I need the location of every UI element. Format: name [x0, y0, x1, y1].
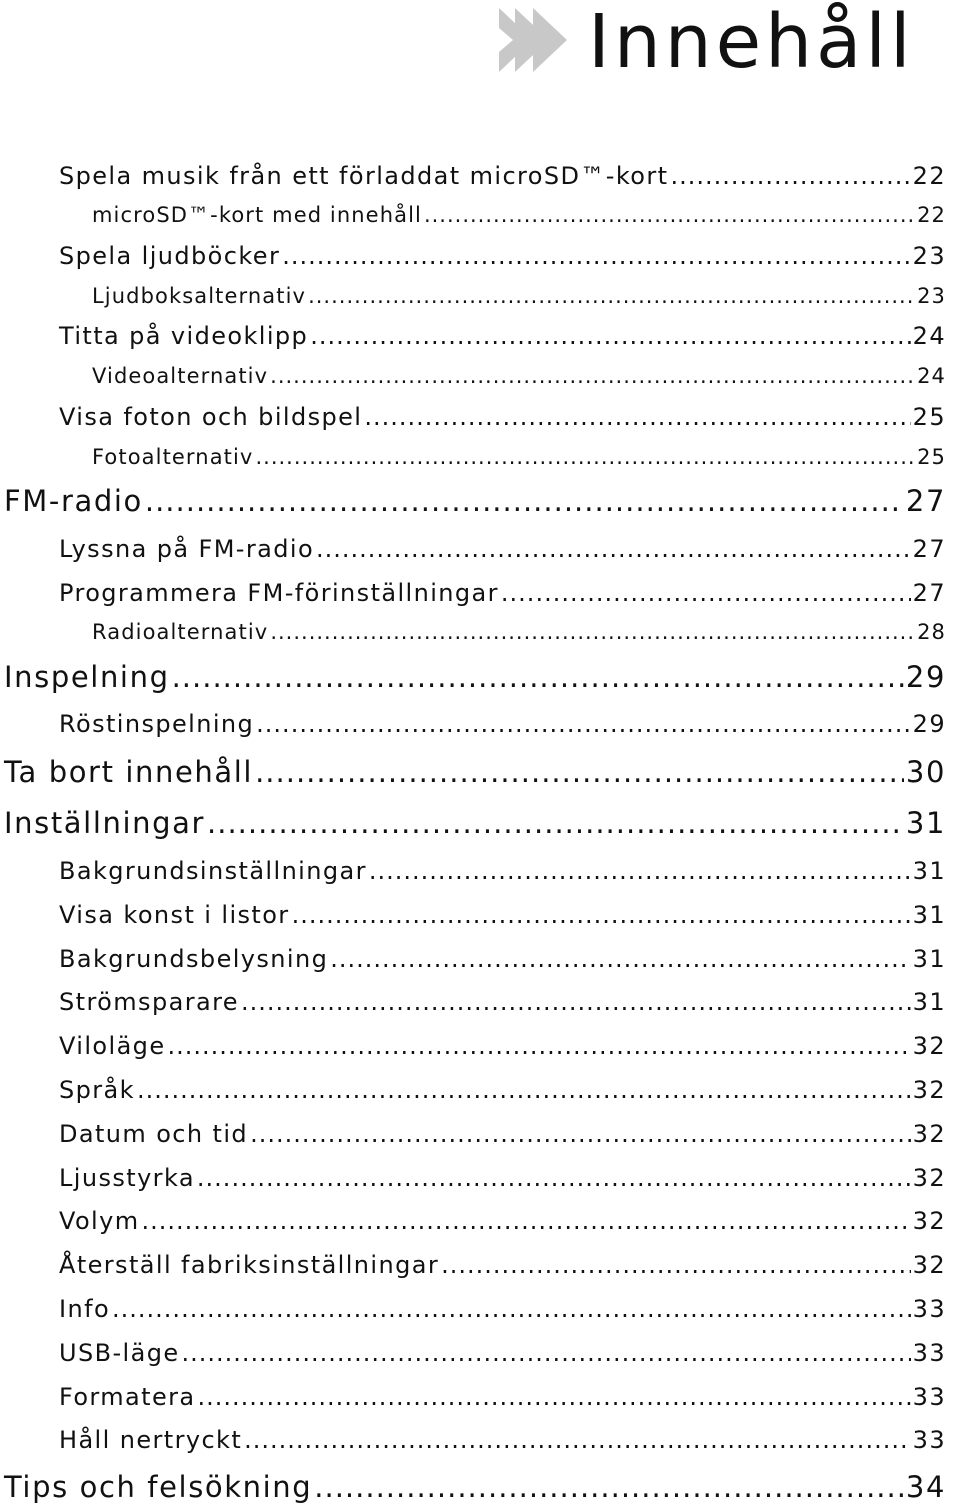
- toc-entry[interactable]: [59, 535, 946, 563]
- toc-entry[interactable]: [92, 445, 946, 469]
- toc-entry-label: Spela musik från ett förladdat microSD™-kort: [59, 162, 669, 190]
- toc-entry-label: Ljusstyrka: [59, 1164, 195, 1192]
- toc-entry[interactable]: [59, 901, 946, 929]
- toc-entry[interactable]: [59, 1076, 946, 1104]
- toc-entry[interactable]: [59, 162, 946, 190]
- dot-leader: [197, 1164, 911, 1192]
- toc-entry-label: Tips och felsökning: [4, 1470, 313, 1504]
- toc-entry-label: Röstinspelning: [59, 710, 255, 738]
- dot-leader: [168, 1032, 911, 1060]
- dot-leader: [255, 445, 915, 469]
- toc-entry-label: Ljudboksalternativ: [92, 284, 307, 308]
- toc-page-number: 33: [912, 1383, 946, 1411]
- toc-entry[interactable]: [92, 364, 946, 388]
- toc-entry[interactable]: [59, 857, 946, 885]
- toc-page-number: 34: [905, 1470, 946, 1504]
- toc-entry-label: Lyssna på FM-radio: [59, 535, 315, 563]
- dot-leader: [256, 710, 910, 738]
- dot-leader: [314, 1470, 904, 1504]
- toc-page-number: 27: [912, 579, 946, 607]
- dot-leader: [369, 857, 911, 885]
- toc-entry-label: Volym: [59, 1207, 140, 1235]
- toc-page-number: 31: [912, 857, 946, 885]
- dot-leader: [207, 806, 904, 840]
- toc-entry-label: Programmera FM-förinställningar: [59, 579, 499, 607]
- toc-page-number: 32: [912, 1164, 946, 1192]
- toc-entry-label: Återställ fabriksinställningar: [59, 1251, 440, 1279]
- dot-leader: [441, 1251, 911, 1279]
- toc-entry-label: Datum och tid: [59, 1120, 249, 1148]
- page-header: [0, 0, 960, 96]
- toc-entry-label: Inspelning: [4, 660, 170, 694]
- toc-entry[interactable]: [59, 1207, 946, 1235]
- dot-leader: [330, 945, 910, 973]
- page-title: Innehåll: [588, 0, 915, 85]
- toc-entry-label: Strömsparare: [59, 988, 239, 1016]
- toc-page-number: 24: [917, 364, 946, 388]
- dot-leader: [316, 535, 911, 563]
- toc-entry[interactable]: [4, 806, 946, 840]
- dot-leader: [241, 988, 911, 1016]
- toc-page-number: 22: [912, 162, 946, 190]
- toc-page-number: 32: [912, 1251, 946, 1279]
- toc-entry-label: Språk: [59, 1076, 135, 1104]
- toc-entry[interactable]: [92, 203, 946, 227]
- toc-page-number: 31: [905, 806, 946, 840]
- toc-page-number: 33: [912, 1339, 946, 1367]
- toc-entry[interactable]: [59, 322, 946, 350]
- toc-entry[interactable]: [59, 1339, 946, 1367]
- toc-page-number: 29: [912, 710, 946, 738]
- toc-entry-label: Videoalternativ: [92, 364, 269, 388]
- toc-page-number: 30: [905, 755, 946, 789]
- toc-entry-label: Håll nertryckt: [59, 1426, 243, 1454]
- toc-page-number: 27: [912, 535, 946, 563]
- dot-leader: [270, 620, 915, 644]
- dot-leader: [172, 660, 904, 694]
- toc-entry-label: Radioalternativ: [92, 620, 269, 644]
- dot-leader: [137, 1076, 911, 1104]
- toc-page-number: 32: [912, 1120, 946, 1148]
- dot-leader: [145, 484, 904, 518]
- toc-entry-label: Fotoalternativ: [92, 445, 254, 469]
- toc-entry[interactable]: [59, 1251, 946, 1279]
- toc-page-number: 25: [912, 403, 946, 431]
- toc-entry[interactable]: [59, 1120, 946, 1148]
- dot-leader: [112, 1295, 911, 1323]
- toc-entry[interactable]: [59, 1032, 946, 1060]
- dot-leader: [182, 1339, 911, 1367]
- toc-entry[interactable]: [59, 1164, 946, 1192]
- toc-entry-label: Formatera: [59, 1383, 196, 1411]
- toc-entry-label: Viloläge: [59, 1032, 166, 1060]
- toc-page-number: 33: [912, 1426, 946, 1454]
- dot-leader: [364, 403, 910, 431]
- dot-leader: [282, 242, 910, 270]
- toc-entry-label: Bakgrundsinställningar: [59, 857, 367, 885]
- toc-entry[interactable]: [4, 755, 946, 789]
- dot-leader: [142, 1207, 911, 1235]
- toc-entry[interactable]: [4, 484, 946, 518]
- toc-page-number: 23: [917, 284, 946, 308]
- toc-page-number: 27: [905, 484, 946, 518]
- dot-leader: [250, 1120, 911, 1148]
- toc-page-number: 33: [912, 1295, 946, 1323]
- toc-entry[interactable]: [92, 284, 946, 308]
- toc-entry-label: Spela ljudböcker: [59, 242, 281, 270]
- toc-entry[interactable]: [59, 988, 946, 1016]
- toc-entry-label: Titta på videoklipp: [59, 322, 309, 350]
- toc-entry[interactable]: [59, 242, 946, 270]
- toc-entry[interactable]: [4, 1470, 946, 1504]
- toc-entry-label: USB-läge: [59, 1339, 180, 1367]
- toc-page-number: 22: [917, 203, 946, 227]
- toc-entry[interactable]: [59, 1295, 946, 1323]
- toc-entry[interactable]: [4, 660, 946, 694]
- toc-entry[interactable]: [59, 945, 946, 973]
- toc-page-number: 31: [912, 988, 946, 1016]
- toc-entry-label: Ta bort innehåll: [4, 755, 254, 789]
- toc-page-number: 23: [912, 242, 946, 270]
- toc-entry[interactable]: [59, 1426, 946, 1454]
- toc-page-number: 32: [912, 1076, 946, 1104]
- toc-entry[interactable]: [92, 620, 946, 644]
- dot-leader: [501, 579, 911, 607]
- toc-page-number: 29: [905, 660, 946, 694]
- toc-entry[interactable]: [59, 1383, 946, 1411]
- toc-page-number: 31: [912, 901, 946, 929]
- toc-entry-label: Visa konst i listor: [59, 901, 290, 929]
- toc-page-number: 32: [912, 1207, 946, 1235]
- dot-leader: [292, 901, 911, 929]
- double-chevron-right-icon: [499, 8, 573, 72]
- dot-leader: [244, 1426, 911, 1454]
- toc-entry-label: Info: [59, 1295, 111, 1323]
- toc-entry-label: microSD™-kort med innehåll: [92, 203, 422, 227]
- toc-page-number: 25: [917, 445, 946, 469]
- toc-page-number: 28: [917, 620, 946, 644]
- toc-entry-label: Visa foton och bildspel: [59, 403, 363, 431]
- toc-entry[interactable]: [59, 710, 946, 738]
- toc-entry-label: Inställningar: [4, 806, 206, 840]
- dot-leader: [310, 322, 910, 350]
- dot-leader: [308, 284, 915, 308]
- toc-entry-label: Bakgrundsbelysning: [59, 945, 329, 973]
- dot-leader: [424, 203, 915, 227]
- toc-entry[interactable]: [59, 403, 946, 431]
- toc-entry[interactable]: [59, 579, 946, 607]
- toc-page-number: 24: [912, 322, 946, 350]
- toc-page-number: 31: [912, 945, 946, 973]
- dot-leader: [255, 755, 904, 789]
- dot-leader: [198, 1383, 911, 1411]
- dot-leader: [670, 162, 910, 190]
- dot-leader: [270, 364, 915, 388]
- toc-page-number: 32: [912, 1032, 946, 1060]
- toc-entry-label: FM-radio: [4, 484, 143, 518]
